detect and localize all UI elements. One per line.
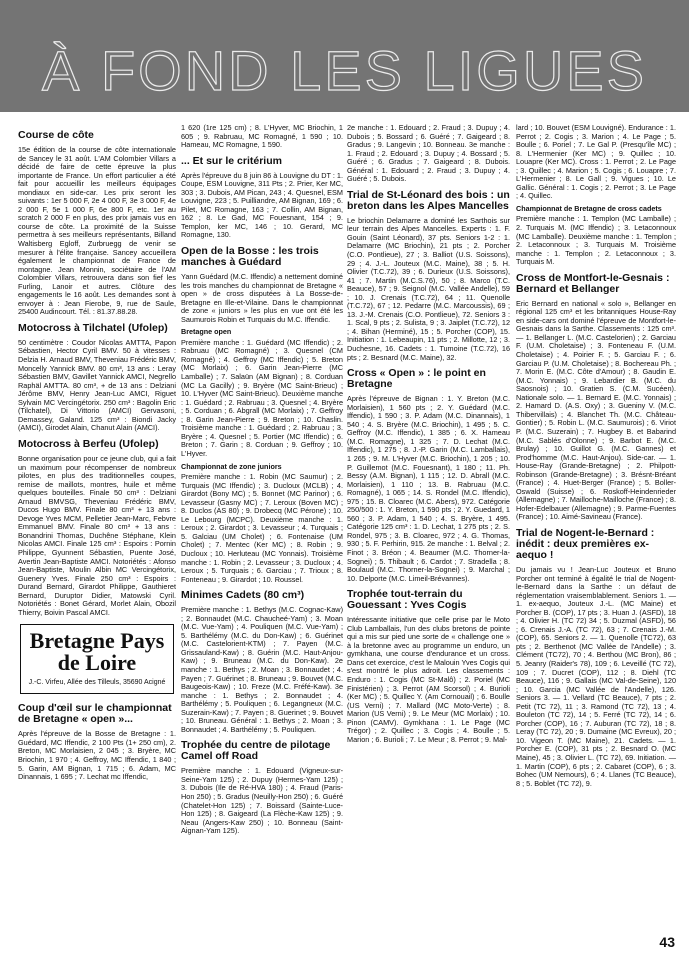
article-text: Yann Guédard (M.C. Iffendic) a nettement dominé les trois manches du championnat de Bretagne « open » de cross disputées à La Bosse-de-Bretagne en Ille-et-Vilaine. Dans le championnat de zone « juniors » les plus en vue ont été les Saumurois Robin et Turquais du M.C. Iffendic. xyxy=(181,272,343,324)
article-heading: Trophée du centre de pilotage Camel off Road xyxy=(181,739,331,763)
article-text: Du jamais vu ! Jean-Luc Jouteux et Bruno Porcher ont terminé à égalité le trial de Nogent-le-Bernard dans la Sarthe : un défaut de réglementation vraisemblablement. Seniors 1. — 1. ex-aequo, Jouteux J.-L. (MC Maine) et Porcher B. (COP), 17 pts ; 3. Huan J. (ASFD), 18 ; 4. Olivier H. (TC 72) 34 ; 5. Duzmal (ASFD), 56 ; 6. Crenais J.-A. (TC 72), 63 ; 7. Crenais J.-M. (COP), 65. Seniors 2. — 1. Quenolle (TC72), 63 pts ; 2. Berthenot (MC Vallée de l'Andelle) ; 3. Clément (TC72), 70 ; 4. Berthou (MC Bron), 86 ; 5. Jeanry (Raider's 78), 109 ; 6. Leveillé (TC 72), 109 ; 7. Ducret (COP), 112 ; 8. Diehl (TC Beauce), 116 ; 9. Gallais (MC Val-de-Seine), 120 ; 10. Garcia (MC Vallée de l'Andelle), 126. Seniors 3. — 1. Vellard (TC Beauce), 7 pts ; 2. Petit (TC 72), 11 ; 3. Ramond (TC 72), 13 ; 4. Bouleton (TC 72), 14 ; 5. Ferré (TC 72), 14 ; 6. Porcher (COP), 16 ; 7. Auburan (TC 72), 18 ; 8. Leray (TC 72), 20 ; 9. Dumaine (MC Evreux), 20 ; 10. Vigeon T. (MC Maine), 21. Cadets. — 1. Porcher E. (COP), 31 pts ; 2. Besnard O. (MC Maine), 45 ; 3. Olivier L. (TC 72), 69. Initiation. — 1. Martin (COP), 6 pts ; 2. Cabaret (COP), 6 ; 3. Bohec (UM Nemours), 6 ; 4. Llanes (TC Beauce), 8 ; 5. Boblet (TC 72), 9. xyxy=(516,564,676,788)
region-contact: J.-C. Virfeu, Allée des Tilleuls, 35690 Acigné xyxy=(28,679,166,687)
article-heading: Course de côte xyxy=(18,129,94,141)
article-heading: Coup d'œil sur le championnat de Bretagne « open »... xyxy=(18,702,172,726)
subheading: Championnat de Bretagne de cross cadets xyxy=(516,203,662,213)
article-heading: ... Et sur le critérium xyxy=(181,154,282,167)
article-text: Bonne organisation pour ce jeune club, qui a fait un maximum pour récompenser de nombreux pilotes, en plus des traditionnelles coupes, remise de maillots, montres, huile et même quelques bouteilles. Finale 50 cm³ : Delziani Arnaud BMVSG, Theveniau Frédéric BMV, Ducos Hugo BMV. Finale 80 cm³ + 13 ans : Devoge Yves MCM, Pelletier Jean-Marc, Febvre Emmanuel BMV. Finale 80 cm³ + 13 ans : Bonandrini Thomas, Duchêne Stéphane, Klein Nicolas AMCI. Finale 125 cm³ : Espoirs : Pornin Philippe, Gyunnent Sébastien, Puente José, Avertin Jean-Baptiste AMCI. Notoriétés : Afonso Jean-Baptiste, Moulin Albin MC Vercingétorix, Guenery Yves. Finale 250 cm³ : Espoirs : Durand Bernard, Girardot Philippe, Gauthieret Bernard, Duruptor Didier, Matowski Cyril. Notoriétés : Bonet Gérard, Morlet Alain, Obozil Thierry, Boivin Pascal AMCI. xyxy=(18,453,176,617)
article-text: 2e manche : 1. Edouard ; 2. Fraud ; 3. Dupuy ; 4. Dubois ; 5. Bossard ; 6. Guéré ; 7. Gaigeard ; 8. Gradus ; 9. Langevin ; 10. Bonneau. 3e manche : 1. Fraud ; 2. Edouard ; 3. Dupuy ; 4. Bossard ; 5. Guéré ; 6. Gradus ; 7. Gaigeard ; 8. Dubois. Général : 1. Edouard ; 2. Fraud ; 3. Dupuy ; 4. Guéré ; 5. Dubois. xyxy=(347,123,510,184)
article-text: Après l'épreuve du 8 juin 86 à Louvigne du DT : 1. Coupe, ESM Louvigne, 311 Pts ; 2. Prier, Ker MC, 303 ; 3. Dubois, AM Pican, 243 ; 4. Quesnel, ESM Louvigne, 223 ; 5. Puilliandre, AM Bignan, 169 ; 6. Pilet, MC Romagne, 163 ; 7. Collin, AM Bignan, 162 ; 8. Le Gad, MC Fouesnant, 154 ; 9. Templon, ker MC, 146 ; 10. Gerard, MC Romagne, 130. xyxy=(181,170,343,240)
header-banner xyxy=(0,0,689,112)
article-heading: Motocross à Berfeu (Ufolep) xyxy=(18,437,159,450)
article-text: Première manche : 1. Guédard (MC Iffendic) ; 2. Rabruau (MC Romagné) ; 3. Quesnel (CM Romagné) ; 4. Geffroy (MC Iffendic) ; 5. Breton (MC Morlaix) ; 6. Garin Jean-Pierre (MC Lamballe) ; 7. Salaün (AM Bignan) ; 8. Corduan (MC La Gacilly) ; 9. Bryère (MC Saint-Brieuc) ; 10. L'Hyver (MC Saint-Brieuc). Deuxième manche : 1. Guédard ; 2. Rabruau ; 3. Quesnel ; 4. Bryère ; 5. Corduan ; 6. Abgrall (MC Morlaix) ; 7. Geffroy ; 8. Garin Jean-Pierre ; 9. Breton ; 10. Chaslin. Troisième manche : 1. Guédard ; 2. Rabruau ; 3. Bryère ; 4. Quesnel ; 5. Portier (MC Iffendic) ; 6. Breton ; 7. Garin ; 8. Corduan ; 9. Geffroy ; 10. L'Hyver. xyxy=(181,337,343,458)
article-text: Le briochin Delamarre a dominé les Sarthois sur leur terrain des Alpes Mancelles. Experts : 1. F. Gouin (Saint Léonard), 37 pts. Seniors 1-2 : 1. Delamarre (MC Briochin), 21 pts ; 2. Porcher (C.O. Pontlieue), 27 ; 3. Balliot (U.S. Soissons), 29 ; 4. J.-L. Jouteux (M.C. Maine), 38 ; 5. H. Olivier (T.C.72), 39 ; 6. Durieux (U.S. Soissons), 41 ; 7. Martin (M.C.S.76), 50 ; 8. Marco (T.C. Beauce), 57 ; 9. Seignol (M.C. Vallée Andelle), 59 ; 10. J. Crenais (T.C.72), 64 ; 11. Quenolle (T.C.72), 67 ; 12. Pedarre (M.C. Marcoussis), 69 ; 13. J.-M. Crenais (C.O. Pontlieue), 72. Seniors 3 : 1. Scal, 9 pts ; 2. Sulista, 9 ; 3. Jaiplet (T.C.72), 12 ; 4. Bihan (Herminé), 15 ; 5. Porcher (COP), 15. Initiation : 1. Lebeaupin, 11 pts ; 2. Millotte, 12 ; 3. Duchesne, 16. Cadets : 1. Tumoine (T.C.72), 16 pts ; 2. Besnard (M.C. Maine), 32. xyxy=(347,215,510,362)
article-text: Après l'épreuve de Bignan : 1. Y. Breton (M.C. Morlaisien), 1 560 pts ; 2. Y. Guédard (M.C. Iffendic), 1 590 ; 3. P. Adam (M.C. Dinannais), 1 540 ; 4. S. Bryère (M.C. Briochin), 1 495 ; 5. C. Geffroy (M.C. Iffendic), 1 385 ; 6. X. Hameau (M.C. Romagne), 1 325 ; 7. D. Lechat (M.C. Iffendic), 1 275 ; 8. J.-P. Garin (M.C. Lamballais), 1 265 ; 9. M. L'Hyver (M.C. Briochin), 1 205 ; 10. P. Guillemot (M.C. Fouesnant), 1 180 ; 11. Ph. Bessy (A.M. Bignan), 1 115 ; 12. D. Abrall (M.C. Morlaisien), 1 110 ; 13. B. Rabruau (M.C. Romagné), 1 065 ; 14. S. Rondel (M.C. Iffendic), 975 ; 15. B. Cloarec (M.C. Abers), 972. Catégorie 250/500 : 1. Y. Breton, 1 590 pts ; 2. Y. Guedard, 1 560 ; 3. P. Adam, 1 540 ; 4. S. Bryère, 1 495. Catégorie 125 cm³ : 1. D. Lechat, 1 275 pts ; 2. S. Rondel, 975 ; 3. B. Cloarec, 972 ; 4. G. Thomas, 930 ; 5. F. Perhirin, 915. 2e manche : 1. Belval ; 2. Finot ; 3. Bréon ; 4. Beaumer (M.C. Thorner-la-Sognei) ; 5. Thibault ; 6. Cardot ; 7. Stradella ; 8. Boulaud (M.C. Thorner-la-Sognei) ; 9. Marchal ; 10. Delporte (M.C. Limeil-Brévannes). xyxy=(347,394,510,583)
column-4 xyxy=(516,124,676,791)
region-title: Bretagne Pays de Loire xyxy=(29,628,165,676)
page-number: 43 xyxy=(659,934,675,950)
column-2 xyxy=(181,124,343,839)
region-box xyxy=(20,624,174,694)
article-text: Première manche : 1. Robin (MC Saumur) ; 2. Turquais (MC Iffendic) ; 3. Ducloux (MCLB) ; 4. Girardot (Bony MC) ; 5. Bonnet (MC Parinor) ; 6. Levasseur (Gasny MC) ; 7. Leroux (Boven MC) ; 8. Duclos (AS 80) ; 9. Drobecq (MC Pérone) ; 10. Le Lebourg (MCPC). Deuxième manche : 1. Leroux ; 2. Girardot ; 3. Levasseur ; 4. Turquais ; 5. Galciau (UM Cholet) ; 6. Fontenaise (UM Cholet) ; 7. Mentec (Ker MC) ; 8. Robin ; 9. Ducloux ; 10. Herluteau (MC Yonnais). Troisième manche : 1. Robin ; 2. Levasseur ; 3. Ducloux ; 4. Leroux ; 5. Turquais ; 6. Garciau ; 7. Trioux ; 8. Fonteneau ; 9. Girardot ; 10. Roussel. xyxy=(181,472,343,584)
article-heading: Cross « Open » : le point en Bretagne xyxy=(347,367,486,391)
article-heading: Motocross à Tilchatel (Ufolep) xyxy=(18,321,168,334)
article-text: Première manche : 1. Templon (MC Lamballe) ; 2. Turquais M. (MC Iffendic) ; 3. Letaconnoux (MC Lamballe). Deuxième manche : 1. Templon ; 2. Letaconnoux ; 3. Turquais M. Troisième manche : 1. Templon ; 2. Letaconnoux ; 3. Turquais M. xyxy=(516,214,676,267)
article-heading: Open de la Bosse : les trois manches à Guédard xyxy=(181,245,319,269)
article-text: Intéressante initiative que celle prise par le Moto Club Lamballais, l'un des clubs bretons de pointe qui a mis sur pied une sorte de « challenge one » à la bretonne avec au programme un enduro, un gymkhana, une course d'endurance et un cross. Dans cet exercice, c'est le Malouin Yves Cogis qui s'est montré le plus adroit. Les classements : Enduro : 1. Cogis (MC St-Malô) ; 2. Poriel (MC Finistérien) ; 3. Perrot (AM Scorsol) ; 4. Burioli (Ker MC) ; 5. Quillec Y. (Am Cornouail) ; 6. Boulle (US Verni) ; 7. Mallard (MC Moto-Verte) ; 8. Marion (US Verni) ; 9. Le Meur (MC Morlaix) ; 10. Pinon (CAMV). Gymkhana : 1. Le Page (MC Trégor) ; 2. Quillec ; 3. Cogis ; 4. Boulle ; 5. Marion ; 6. Burioli ; 7. Le Meur ; 8. Perrot ; 9. Mal- xyxy=(347,615,510,744)
article-heading: Minimes Cadets (80 cm³) xyxy=(181,589,305,602)
article-text: Première manche : 1. Edouard (Vigneux-sur-Seine-Yam 125) ; 2. Dupuy (Hermes-Yam 125) ; 3. Dubois (Ile de Ré-HVA 180) ; 4. Fraud (Paris-Hon 250) ; 5. Gradus (Neuilly-Hon 250) ; 6. Guéré (Chatelet-Hon 125) ; 7. Boissard (Sainte-Luce-Hon 125) ; 8. Gaigeard (La Flèche-Kaw 125) ; 9. Neau (Angers-Kaw 250) ; 10. Bonneau (Saint-Aignan-Yam 125). xyxy=(181,766,343,836)
article-heading: Trial de St-Léonard des bois : un breton dans les Alpes Mancelles xyxy=(347,188,510,212)
article-text: Après l'épreuve de la Bosse de Bretagne : 1. Guédard, MC Iffendic, 2 100 Pts (1+ 250 cm), 2. Breton, MC Morlaisien, 2 045 ; 3. Bryère, MC Briochin, 1 970 ; 4. Geffroy, MC Iffendic, 1 840 ; 5. Garin, AM Bignan, 1 715 ; 6. Adam, MC Dinannais, 1 695 ; 7. Lechat mc Iffendic, xyxy=(18,729,176,782)
column-1 xyxy=(18,124,176,785)
subheading: Championnat de zone juniors xyxy=(181,461,282,471)
article-text: 1 620 (1re 125 cm) ; 8. L'Hyver, MC Briochin, 1 605 ; 9. Rabruau, MC Romagné, 1 590 ; 10. Hameau, MC Romagne, 1 590. xyxy=(181,123,343,150)
article-heading: Trophée tout-terrain du Gouessant : Yves Cogis xyxy=(347,588,467,612)
article-heading: Trial de Nogent-le-Bernard : inédit : deux premières ex-aequo ! xyxy=(516,526,655,561)
article-heading: Cross de Montfort-le-Gesnais : Bernard et Bellanger xyxy=(516,271,670,295)
article-text: Eric Bernard en national « solo », Bellanger en régional 125 cm³ et les britanniques House-Ray en side-cars ont dominé l'épreuve de Montfort-le-Gesnais dans la Sarthe. Classements : 125 cm³. — 1. Bellanger L. (M.C. Castelorien) ; 2. Garciau F. (U.M. Choletaise) ; 3. Fonteneau F. (U.M. Choletaise) ; 4. Poirier F. ; 5. Garciau F. ; 6. Garciau P. (U.M. Choletaise) ; 8. Bochereau Ph. ; 7. Morin E. (M.C. Côte d'Amour) ; 8. Gaudin E. (M.C. Yonnais) ; 9. Lebardier B. (M.C. du Saosnois) ; 10. Gratien S. (C.M. Sucéen). Nationale solo. — 1. Bernard E. (M.C. Yonnais) ; 2. Hamard D. (A.S. Oxy) ; 3. Gueniny V. (M.C. Thibervillais) ; 4. Blanchet Th. (M.C. Château-Gontier) ; 5. Robin L. (M.C. Saumurois) ; 6. Viriot P. (M.C. Suzerain) ; 7. Hugbey B. et Babarind (M.C. Sablés d'Olonne) ; 9. Barbot E. (M.C. Brulay) ; 10. Guillot G. (M.C. Gannes) et Prod'homme (M.C. Haut-Anjou). Side-car. — 1. House-Ray (Grande-Bretagne) ; 2. Philpott-Robinson (Grande-Bretagne) ; 3. Brésnt-Bréant (France) ; 4. Huet-Berger (France) ; 5. Boller-Oswald (Suisse) ; 6. Roskoff-Heindenrieder (Allemagne) ; 7. Mailloche-Mailloche (France) ; 8. Hofer-Edelbauer (Allemagne) ; 9. Parme-Fuentes (France) ; 10. Aimé-Savineau (France). xyxy=(516,298,676,522)
column-3 xyxy=(347,124,510,747)
article-text: 15e édition de la course de côte internationale de Sancey le 31 août. L'AM Colombier Villars a décidé de faire de cette épreuve la plus importante de France. Un effort particulier a été fait pour accueillir les meilleurs équipages mondiaux en side-car. Les prix seront les suivants : 1er 5 000 F, 2e 4 000 F, 3e 3 000 F, 4e 2 000 F, 5e 1 000 F, 6e 800 F, etc. 1er au scratch 2 000 F en plus, des prix jamais vus en course de côte. La proximité de la Suisse permettra à ses meilleurs représentants, Billand Waltisberg Egloff, Zurbruegg de venir se mesurer à l'élite française. Sancey accueillera également le championnat de France de montagne. Jean Monnin, sociétaire de l'AM Colombier Villars, retrouvera dans son fief les Furling, Lanoir et autres. Clôture des engagements le 16 août. Les demandes sont à envoyer à : Jean Fierobe, 9, rue de Saule, 25400 Audincourt. Tél. : 81.37.88.28. xyxy=(18,145,176,317)
banner-title: À FOND LES LIGUES xyxy=(42,39,647,102)
article-text: lard ; 10. Bouvet (ESM Louvigné). Endurance : 1. Perrot ; 2. Cogis ; 3. Marion ; 4. Le Page ; 5. Boulle ; 6. Poriel ; 7. Le Gal P. (Presqu'île MC) ; 8. L'Hermenier (Ker MC) ; 9. Quillec ; 10. Louapre (Ker MC). Cross : 1. Perrot ; 2. Le Page ; 3. Quillec ; 4. Marion ; 5. Cogis ; 6. Louapre ; 7. L'Hermenier ; 8. Le Gall ; 9. Vigues ; 10. Le Gallic. Général : 1. Cogis ; 2. Perrot ; 3. Le Page ; 4. Quillec. xyxy=(516,123,676,201)
subheading: Bretagne open xyxy=(181,327,232,337)
article-text: Première manche : 1. Bethys (M.C. Cognac-Kaw) ; 2. Bonnaudet (M.C. Chaucheé-Yam) ; 3. Moan (M.C. Vue-Yam) ; 4. Pouliquen (M.C. Vue-Yam) ; 5. Barthélémy (M.C. du Don-Kaw) ; 6. Guérinet (M.C. Castelorient-KTM) ; 7. Payen (M.C. Grissauland-Kaw) ; 8. Guérin (M.C. Haut-Anjou-Kaw) ; 9. Bruneau (M.C. du Don-Kaw). 2e manche : 1. Bethys ; 2. Moan ; 3. Bonnaudet ; 4. Payen ; 7. Guérinet ; 8. Bruneau ; 9. Bouvet (M.C. Baugeois-Kaw) ; 10. Freze (M.C. Fréfé-Kaw). 3e manche : 1. Bethys ; 2. Bonnaudet ; 4. Barthélémy ; 5. Pouliquen ; 6. Legangneux (M.C. Suzerain-Kaw) ; 7. Payen ; 8. Guerinet ; 9. Bouvet ; 10. Bruneau. Général : 1. Bethys ; 2. Moan ; 3. Bonnaudet ; 4. Barthélémy ; 5. Pouliquen. xyxy=(181,605,343,734)
article-text: 50 centimètre : Coudor Nicolas AMTTA, Papon Sébastien, Hector Cyril BMV. 50 à vitesses : Delzia H. Arnaud BMV, Theveniau Frédéric BMV, Moncelly Yannick BMV. 80 cm³, 13 ans : Leray Sébastien BMV, Gavillet Yannick AMCI, Negrello Raphäl AMTTA. 80 cm³, + de 13 ans : Delziani Jérôme BMV, Henry Jean-Luc AMCI, Riguet Sylvain MC Vercingétorix. 250 cm³ : Bagolin Eric (Tilchatel), Di Vittorio (AMCI) Gervasoni, Demassey, Galand. 125 cm³ : Biondi Jacky (AMCI), Girodet Alain, Chanut Alain (AMCI). xyxy=(18,337,176,433)
